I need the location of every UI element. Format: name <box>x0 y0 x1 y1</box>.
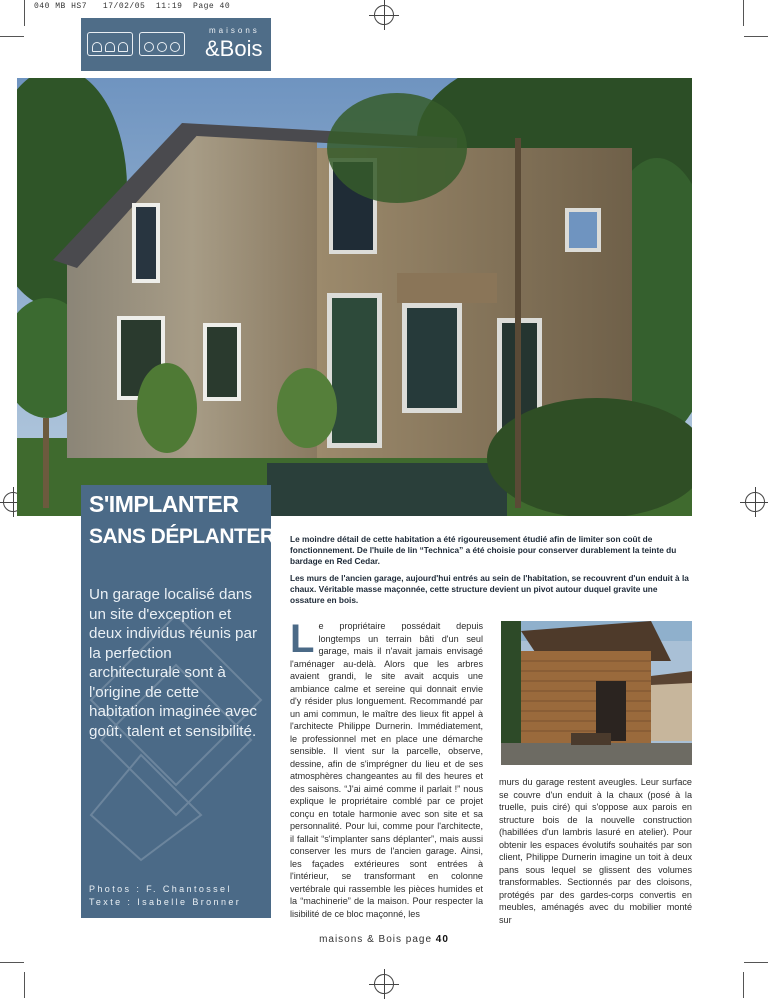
page-number: 40 <box>435 934 449 945</box>
print-slug: 040 MB HS7 17/02/05 11:19 Page 40 <box>34 2 231 11</box>
article-column-1 <box>290 620 483 926</box>
crop-mark <box>0 962 24 963</box>
logo-brand: &Bois <box>205 36 263 61</box>
crop-mark <box>24 0 25 26</box>
crop-mark <box>24 972 25 998</box>
house-facade-side-photo <box>501 621 692 765</box>
crop-mark <box>743 0 744 26</box>
title-sidebar <box>81 485 275 918</box>
registration-mark-top <box>374 5 394 25</box>
crop-mark <box>744 962 768 963</box>
wooden-house-exterior-photo <box>17 78 692 516</box>
lead-captions <box>290 534 690 613</box>
drop-cap: L <box>290 620 315 661</box>
article-column-1-text: e propriétaire possédait depuis longtemps un terrain bâti d'un seul garage, mais il n'avait jamais envisagé l'aménager au-delà. Alors que les arbres avaient grandi, le site avait acquis une ambiance calme et sereine qui donnait envie d'y résider plus longuement. Recommandé par un ami commun, le maître des lieux fit appel à l'architecte Philippe Durnerin. Immédiatement, le professionnel met en place une démarche sensible. Il vient sur la parcelle, observe, dessine, afin de s'imprégner du lieu et de ses atmosphères changeantes au fil des heures et des saisons. “J'ai aimé comme il parlait !” nous explique le propriétaire comblé par ce projet conçu en totale harmonie avec son site et sa personnalité. Pour lui, comme pour l'architecte, il fallait “s'implanter sans déplanter”, mais aussi conserver les murs de l'ancien garage. Ainsi, les façades extérieures sont entrées à l'intérieur, se transformant en colonne vertébrale qui rassemble les pièces humides et la “machinerie” de la maison. Pour respecter la lisibilité de ce bloc maçonné, les <box>290 621 483 919</box>
magazine-logo <box>81 18 271 71</box>
crop-mark <box>743 972 744 998</box>
article-column-2: murs du garage restent aveugles. Leur surface se couvre d'un enduit à la chaux (posé à la truelle, puis ciré) qui s'oppose aux parois en structure bois de la nouvelle construction (habillées d'un lambris lasuré en atelier). Pour obtenir les espaces évolutifs souhaités par son client, Philippe Durnerin imagine un toit à deux pans sous lequel se glissent des volumes transformables. Sectionnés par des cloisons, protégés par des gardes-corps convertis en meubles, aménagés avec du mobilier monté sur <box>499 777 692 925</box>
article-intro: Un garage localisé dans un site d'exception et deux individus réunis par la perfection architecturale sont à l'origine de cette habitation imaginée avec goût, talent et sensibilité. <box>89 586 258 740</box>
logo-small-text: maisons <box>209 26 260 35</box>
footer-label: maisons & Bois page <box>319 934 433 945</box>
page-footer <box>0 934 768 945</box>
photos-credit: Photos : F. Chantossel <box>89 884 232 894</box>
registration-mark-right <box>745 492 765 512</box>
lead-paragraph-1: Le moindre détail de cette habitation a été rigoureusement étudié afin de limiter son coût de fonctionnement. De l'huile de lin “Technica” a été choisie pour conserver durablement la teinte du bardage en Red Cedar. <box>290 534 677 566</box>
text-credit: Texte : Isabelle Bronner <box>89 897 242 907</box>
article-title-line1: S'IMPLANTER <box>89 491 239 517</box>
crop-mark <box>0 36 24 37</box>
trees-group-icon <box>139 32 185 56</box>
lead-paragraph-2: Les murs de l'ancien garage, aujourd'hui entrés au sein de l'habitation, se recouvrent d'un enduit à la chaux. Véritable masse maçonnée, cette structure devient un pivot autour duquel gravite une ossature en bois. <box>290 573 689 605</box>
article-title-line2: SANS DÉPLANTER <box>89 525 275 548</box>
crop-mark <box>744 36 768 37</box>
article-credits <box>89 883 241 909</box>
houses-group-icon <box>87 32 133 56</box>
registration-mark-bottom <box>374 974 394 994</box>
